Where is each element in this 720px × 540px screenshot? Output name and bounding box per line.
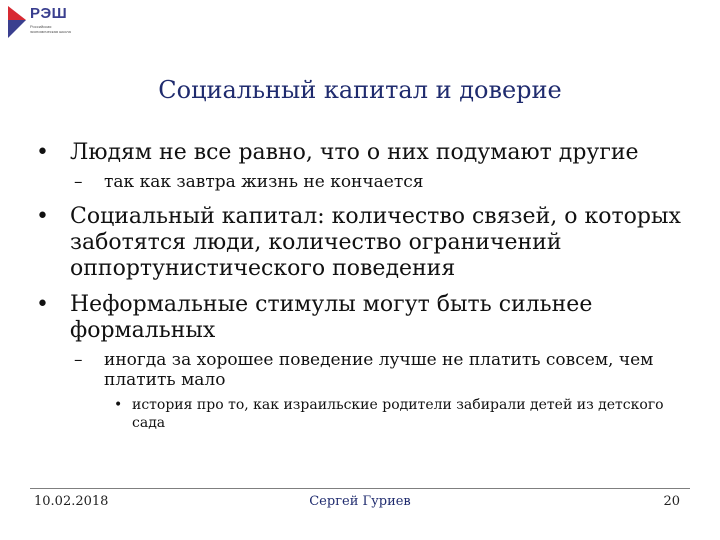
bullet-icon: • (36, 204, 49, 229)
bullet-text: Социальный капитал: количество связей, о которых заботятся люди, количество ограничений оппортунистического поведения (70, 204, 681, 281)
page-number: 20 (663, 494, 680, 509)
bullet-item (30, 292, 690, 344)
sub-bullet-text: так как завтра жизнь не кончается (104, 172, 424, 192)
footer-author: Сергей Гуриев (309, 494, 411, 509)
sub-sub-bullet-item (30, 396, 690, 432)
slide-title: Социальный капитал и доверие (158, 76, 562, 104)
bullet-icon: • (36, 292, 49, 317)
footer-date: 10.02.2018 (34, 494, 109, 509)
sub-bullet-text: иногда за хорошее поведение лучше не платить совсем, чем платить мало (104, 350, 654, 390)
sub-bullet-item (30, 172, 690, 192)
bullet-text: Неформальные стимулы могут быть сильнее формальных (70, 292, 593, 343)
slide-content (30, 140, 690, 432)
logo-mark-icon (6, 4, 28, 40)
bullet-text: Людям не все равно, что о них подумают другие (70, 140, 639, 165)
sub-sub-bullet-text: история про то, как израильские родители забирали детей из детского сада (132, 397, 664, 431)
dash-icon: – (74, 172, 83, 192)
dash-icon: – (74, 350, 83, 370)
bullet-icon: • (114, 397, 123, 413)
logo (6, 4, 76, 44)
sub-bullet-item (30, 350, 690, 390)
logo-subtitle: Российская экономическая школа (30, 24, 71, 34)
bullet-item (30, 140, 690, 166)
bullet-icon: • (36, 140, 49, 165)
bullet-item (30, 204, 690, 282)
footer-divider (30, 488, 690, 489)
logo-name: РЭШ (30, 5, 68, 22)
